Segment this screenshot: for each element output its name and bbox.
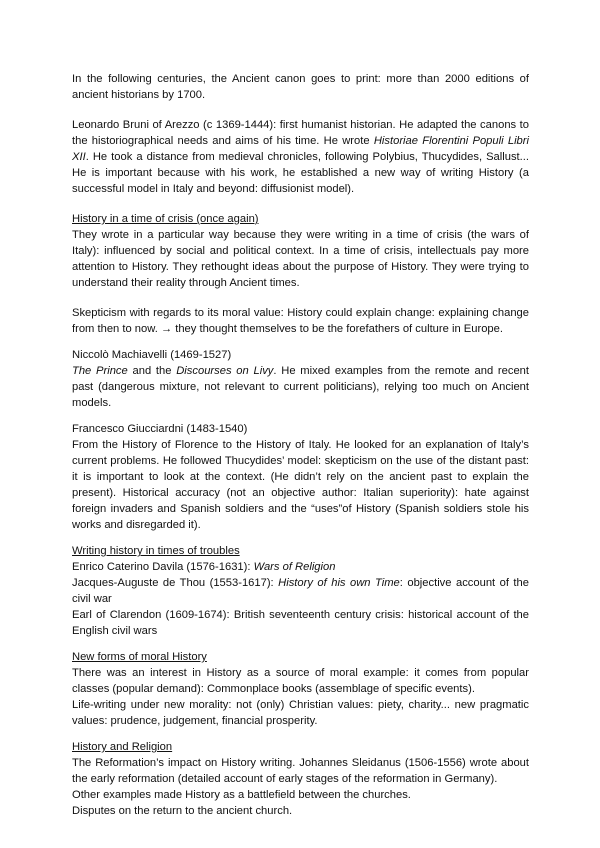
bruni-paragraph [72, 117, 529, 197]
thou-rest: : objective account of the civil war [72, 577, 529, 605]
crisis-paragraph: They wrote in a particular way because they were writing in a time of crisis (the wars of Italy): influenced by social and political context. In a time of crisis, intellectuals pay more attention to History. They rethought ideas about the purpose of History. They were trying to understand their reality through Ancient times. [72, 229, 529, 289]
moral-paragraph-2: Life-writing under new morality: not (only) Christian values: piety, charity... new pragmatic values: prudence, judgement, financial prosperity. [72, 699, 529, 727]
davila-work-title: Wars of Religion [253, 561, 336, 573]
religion-paragraph-3: Disputes on the return to the ancient church. [72, 805, 293, 817]
thou-line [72, 575, 529, 607]
religion-paragraph-1: The Reformation’s impact on History writing. Johannes Sleidanus (1506-1556) wrote about the early reformation (detailed account of early stages of the reformation in Germany). [72, 757, 529, 785]
machiavelli-and: and the [127, 365, 177, 377]
thou-work-title: History of his own Time [278, 577, 400, 589]
troubles-heading: Writing history in times of troubles [72, 545, 240, 557]
davila-line [72, 559, 529, 575]
discourses-title: Discourses on Livy [176, 365, 274, 377]
bruni-work-title: Historiae Florentini Populi Libri XII [72, 135, 529, 163]
bruni-text-b: . He took a distance from medieval chronicles, following Polybius, Thucydides, Sallust... He is important because with his work, he established a new way of writing History (a successful model in Italy and beyond: diffusionist model). [72, 151, 529, 195]
clarendon-line: Earl of Clarendon (1609-1674): British seventeenth century crisis: historical account of the English civil wars [72, 609, 529, 637]
machiavelli-paragraph [72, 363, 529, 411]
document-page [72, 71, 529, 819]
davila-text: Enrico Caterino Davila (1576-1631): [72, 561, 254, 573]
religion-paragraph-2: Other examples made History as a battlefield between the churches. [72, 789, 411, 801]
moral-paragraph-1: There was an interest in History as a source of moral example: it comes from popular classes (popular demand): Commonplace books (assemblage of specific events). [72, 667, 529, 695]
prince-title: The Prince [72, 365, 128, 377]
guicciardini-paragraph: From the History of Florence to the History of Italy. He looked for an explanation of Italy’s current problems. He followed Thucydides’ model: skepticism on the use of the distant past: it is important to look at the context. (He didn’t rely on the ancient past to explain the present). Historical accuracy (not an objective author: Italian superiority): hate against foreign invaders and Spanish soldiers and the “uses”of History (Spanish soldiers stole his works and disregarded it). [72, 439, 529, 531]
moral-heading: New forms of moral History [72, 651, 207, 663]
skepticism-paragraph: Skepticism with regards to its moral value: History could explain change: explaining change from then to now. → they thought themselves to be the forefathers of culture in Europe. [72, 307, 529, 335]
intro-paragraph: In the following centuries, the Ancient canon goes to print: more than 2000 editions of ancient historians by 1700. [72, 73, 529, 101]
machiavelli-rest: . He mixed examples from the remote and recent past (dangerous mixture, not relevant to current politicians), relying too much on Ancient models. [72, 365, 530, 409]
machiavelli-name: Niccolò Machiavelli (1469-1527) [72, 349, 232, 361]
guicciardini-name: Francesco Giucciardni (1483-1540) [72, 423, 248, 435]
crisis-heading: History in a time of crisis (once again) [72, 213, 259, 225]
religion-heading: History and Religion [72, 741, 173, 753]
thou-text: Jacques-Auguste de Thou (1553-1617): [72, 577, 279, 589]
bruni-text-a: Leonardo Bruni of Arezzo (c 1369-1444): first humanist historian. He adapted the canons to the historiographical needs and aims of his time. He wrote [72, 119, 529, 147]
